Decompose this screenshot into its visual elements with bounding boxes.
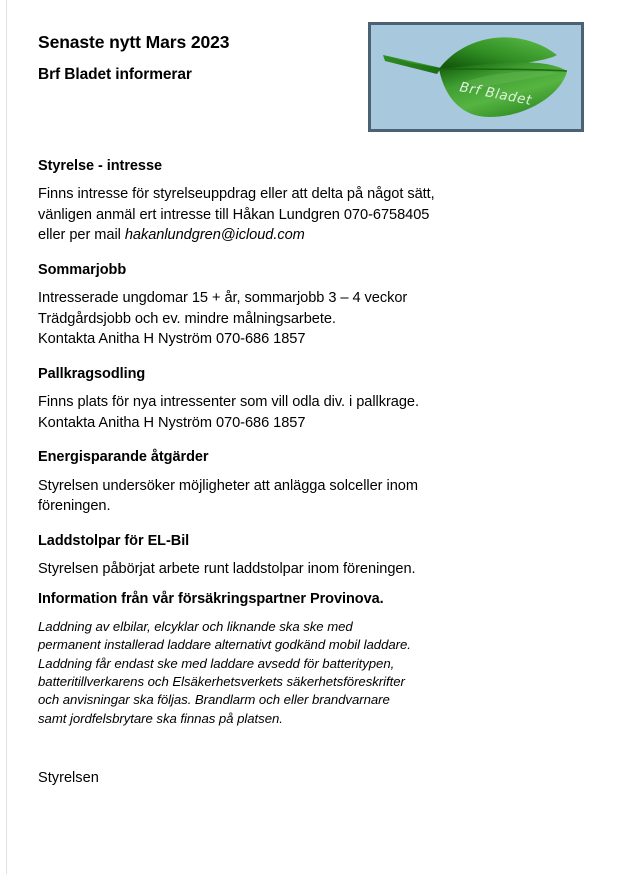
section-laddstolpar-el-bil: [38, 533, 591, 580]
section-paragraph: [38, 476, 591, 517]
section-heading: Styrelse - intresse: [38, 158, 162, 174]
section-heading: Information från vår försäkringspartner Provinova.: [38, 591, 384, 608]
paragraph-line: vänligen anmäl ert intresse till Håkan Lundgren 070-6758405: [38, 206, 430, 223]
paragraph-line: Kontakta Anitha H Nyström 070-686 1857: [38, 331, 306, 348]
section-pallkragsodling: [38, 366, 591, 433]
section-paragraph: [38, 559, 591, 580]
section-heading: Pallkragsodling: [38, 365, 146, 382]
paragraph-line: Styrelsen undersöker möjligheter att anlägga solceller inom: [38, 477, 418, 494]
section-paragraph: [38, 184, 591, 246]
section-styrelse-intresse: [38, 158, 591, 246]
paragraph-line: Kontakta Anitha H Nyström 070-686 1857: [38, 414, 306, 431]
paragraph-line: Finns plats för nya intressenter som vill odla div. i pallkrage.: [38, 394, 419, 411]
page-subtitle: Brf Bladet informerar: [38, 66, 192, 84]
section-sommarjobb: [38, 262, 591, 350]
section-heading: Laddstolpar för EL-Bil: [38, 532, 190, 549]
insurance-terms-block: [38, 618, 591, 728]
paragraph-line: föreningen.: [38, 498, 111, 515]
paragraph-line: permanent installerad laddare alternativt godkänd mobil laddare.: [38, 637, 411, 653]
section-paragraph: [38, 392, 591, 433]
paragraph-line: Styrelsen påbörjat arbete runt laddstolpar inom föreningen.: [38, 560, 416, 577]
paragraph-line: batteritillverkarens och Elsäkerhetsverkets säkerhetsföreskrifter: [38, 674, 405, 690]
paragraph-line: Trädgårdsjobb och ev. mindre målningsarbete.: [38, 310, 336, 327]
document-body: [38, 158, 591, 788]
section-information-provinova: [38, 591, 591, 728]
logo-label: Brf Bladet: [458, 79, 534, 109]
section-energisparande-atgarder: [38, 449, 591, 516]
document-signature: Styrelsen: [38, 770, 99, 787]
leaf-stem: [383, 55, 441, 74]
paragraph-line: Laddning av elbilar, elcyklar och liknande ska ske med: [38, 618, 353, 634]
section-heading: Sommarjobb: [38, 261, 127, 278]
email-address: hakanlundgren@icloud.com: [124, 227, 305, 244]
section-paragraph: [38, 288, 591, 350]
paragraph-line: Laddning får endast ske med laddare avsedd för batteritypen,: [38, 655, 395, 671]
page-title: Senaste nytt Mars 2023: [38, 32, 230, 52]
brf-bladet-logo: [368, 22, 584, 132]
paragraph-line-with-email: [38, 225, 591, 246]
title-block: [38, 32, 368, 84]
leaf-logo-graphic: [371, 25, 581, 129]
paragraph-line: och anvisningar ska följas. Brandlarm och eller brandvarnare: [38, 692, 390, 708]
paragraph-line-prefix: eller per mail: [38, 227, 125, 244]
paragraph-line: samt jordfelsbrytare ska finnas på platsen.: [38, 710, 283, 726]
document-header: [38, 22, 591, 140]
paragraph-line: Finns intresse för styrelseuppdrag eller att delta på något sätt,: [38, 186, 435, 203]
section-heading: Energisparande åtgärder: [38, 449, 209, 466]
paragraph-line: Intresserade ungdomar 15 + år, sommarjobb 3 – 4 veckor: [38, 290, 408, 307]
insurance-terms-paragraph: [38, 618, 591, 728]
